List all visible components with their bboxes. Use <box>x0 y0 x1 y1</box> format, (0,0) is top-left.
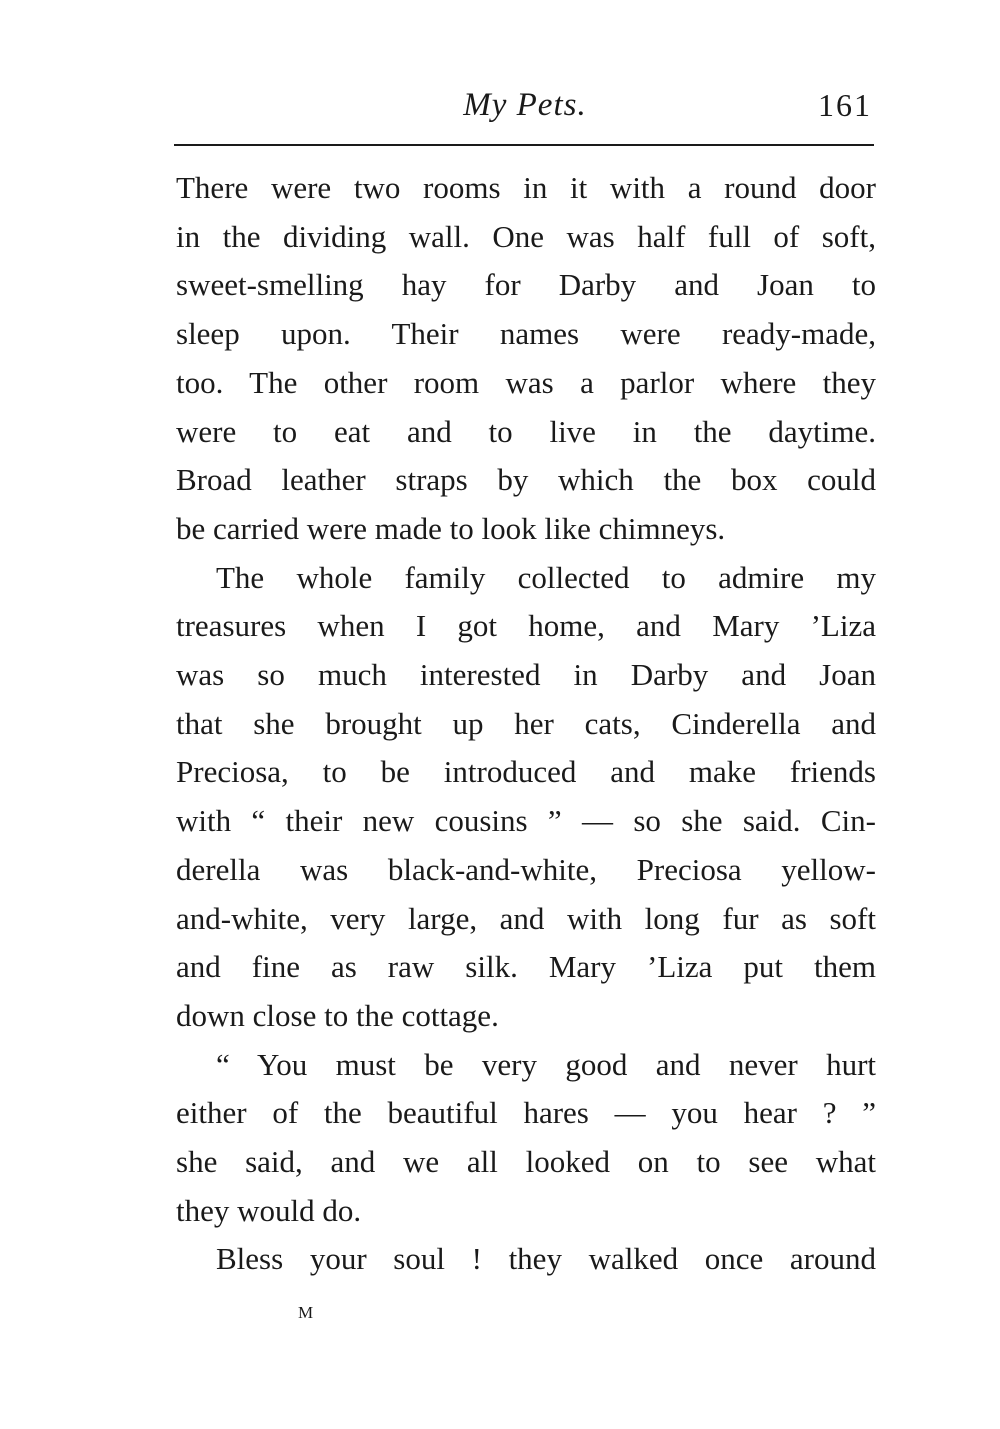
text-line: and-white, very large, and with long fur as soft <box>176 900 876 936</box>
body-text <box>176 164 876 1284</box>
text-line: Broad leather straps by which the box could <box>176 462 876 498</box>
text-line: Bless your soul ! they walked once around <box>216 1241 876 1277</box>
text-line: that she brought up her cats, Cinderella and <box>176 705 876 741</box>
signature-mark: M <box>298 1303 315 1322</box>
text-line: she said, and we all looked on to see what <box>176 1144 876 1180</box>
text-line: There were two rooms in it with a round door <box>176 170 876 205</box>
page-header <box>176 82 874 128</box>
text-line: be carried were made to look like chimneys. <box>176 510 726 546</box>
text-line: sleep upon. Their names were ready-made, <box>176 316 876 352</box>
running-title: My Pets. <box>463 87 587 123</box>
text-line: “ You must be very good and never hurt <box>216 1046 876 1082</box>
text-line: down close to the cottage. <box>176 997 499 1033</box>
header-rule <box>174 144 874 146</box>
text-line: with “ their new cousins ” — so she said. Cin- <box>176 803 876 839</box>
text-line: sweet-smelling hay for Darby and Joan to <box>176 267 876 303</box>
text-line: was so much interested in Darby and Joan <box>176 657 876 693</box>
text-line: either of the beautiful hares — you hear ? ” <box>176 1095 876 1131</box>
text-line: they would do. <box>176 1192 362 1228</box>
text-line: derella was black-and-white, Preciosa yellow- <box>176 851 876 887</box>
text-line: were to eat and to live in the daytime. <box>176 413 876 449</box>
text-line: The whole family collected to admire my <box>216 559 876 595</box>
text-line: Preciosa, to be introduced and make friends <box>176 754 876 790</box>
text-line: and fine as raw silk. Mary ’Liza put them <box>176 949 876 985</box>
text-line: too. The other room was a parlor where they <box>176 364 876 400</box>
text-line: treasures when I got home, and Mary ’Liza <box>176 608 876 644</box>
page-number: 161 <box>818 87 872 123</box>
text-line: in the dividing wall. One was half full of soft, <box>176 218 876 254</box>
